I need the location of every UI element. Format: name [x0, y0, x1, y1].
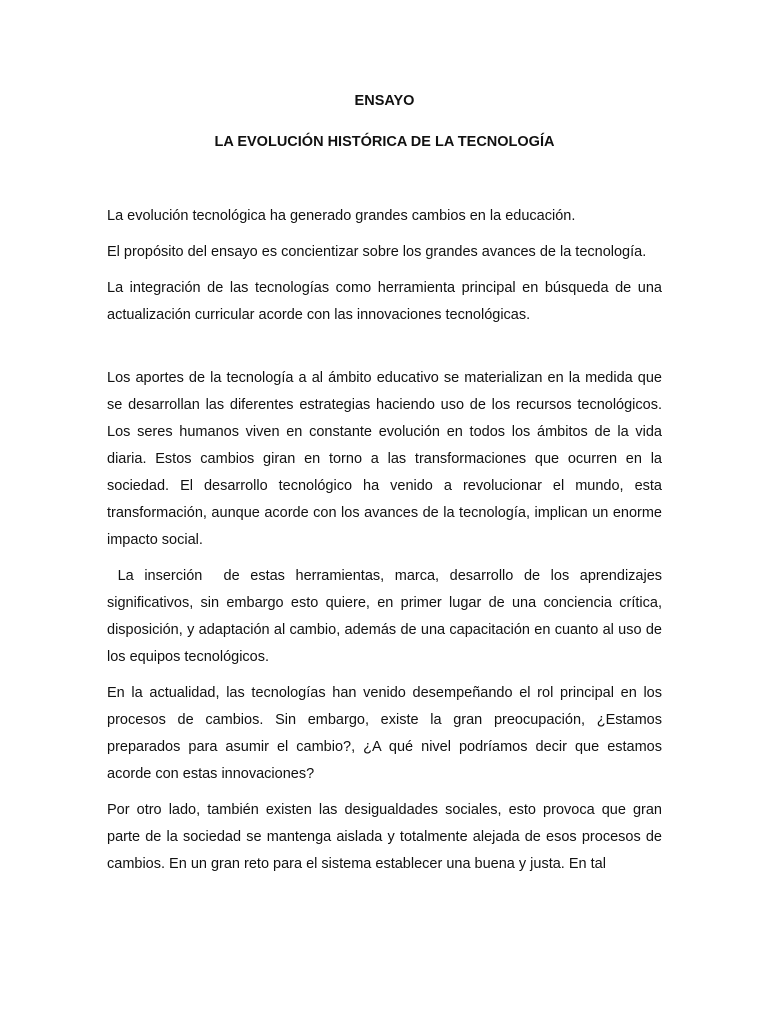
paragraph-3: La integración de las tecnologías como herramienta principal en búsqueda de una actualización curricular acorde con las innovaciones tecnológicas. [107, 280, 662, 323]
document-content [107, 88, 667, 878]
paragraph-7: Por otro lado, también existen las desigualdades sociales, esto provoca que gran parte de la sociedad se mantenga aislada y totalmente alejada de esos procesos de cambios. En un gran reto para el sistema establecer una buena y justa. En tal [107, 802, 662, 872]
paragraph-1: La evolución tecnológica ha generado grandes cambios en la educación. [107, 208, 576, 224]
paragraph-6: En la actualidad, las tecnologías han venido desempeñando el rol principal en los procesos de cambios. Sin embargo, existe la gran preocupación, ¿Estamos preparados para asumir el cambio?, ¿A qué nivel podríamos decir que estamos acorde con estas innovaciones? [107, 685, 662, 782]
paragraph-5: La inserción de estas herramientas, marca, desarrollo de los aprendizajes significativos, sin embargo esto quiere, en primer lugar de una conciencia crítica, disposición, y adaptación al cambio, además de una capacitación en cuanto al uso de los equipos tecnológicos. [107, 568, 667, 665]
paragraph-2: El propósito del ensayo es concientizar sobre los grandes avances de la tecnología. [107, 244, 647, 260]
paragraph-4: Los aportes de la tecnología a al ámbito educativo se materializan en la medida que se desarrollan las diferentes estrategias haciendo uso de los recursos tecnológicos. Los seres humanos viven en constante evolución en todos los ámbitos de la vida diaria. Estos cambios giran en torno a las transformaciones que ocurren en la sociedad. El desarrollo tecnológico ha venido a revolucionar el mundo, esta transformación, aunque acorde con los avances de la tecnología, implican un enorme impacto social. [107, 370, 662, 548]
document-title: LA EVOLUCIÓN HISTÓRICA DE LA TECNOLOGÍA [214, 134, 555, 150]
document-heading: ENSAYO [354, 93, 415, 109]
